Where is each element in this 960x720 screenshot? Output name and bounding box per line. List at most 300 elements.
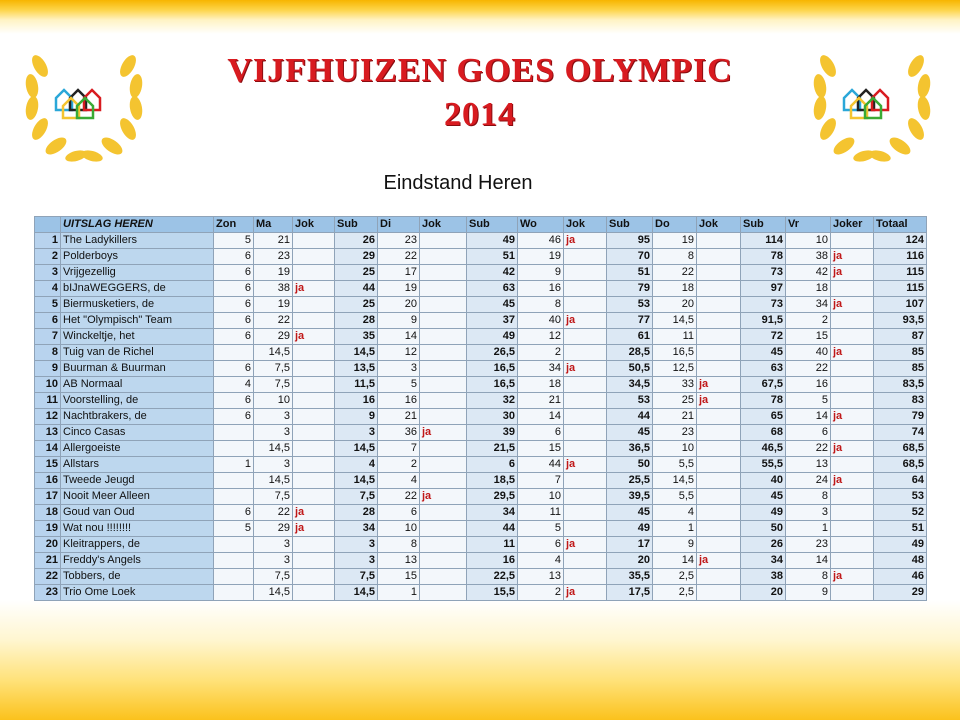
- score-cell: 19: [254, 265, 293, 281]
- joker-cell: [564, 473, 607, 489]
- joker-cell: [293, 265, 335, 281]
- subtotal-cell: 42: [467, 265, 518, 281]
- total-cell: 49: [874, 537, 927, 553]
- score-cell: 24: [786, 473, 831, 489]
- column-header: Zon: [214, 217, 254, 233]
- team-name-cell: Trio Ome Loek: [61, 585, 214, 601]
- column-header: Jok: [564, 217, 607, 233]
- total-cell: 115: [874, 265, 927, 281]
- subtotal-cell: 37: [467, 313, 518, 329]
- score-cell: [214, 489, 254, 505]
- joker-cell: [564, 521, 607, 537]
- joker-cell: [831, 505, 874, 521]
- score-cell: 1: [786, 521, 831, 537]
- rank-cell: 2: [35, 249, 61, 265]
- rank-cell: 1: [35, 233, 61, 249]
- subtotal-cell: 11,5: [335, 377, 378, 393]
- team-name-cell: Het "Olympisch" Team: [61, 313, 214, 329]
- score-cell: 22: [254, 505, 293, 521]
- joker-cell: [831, 233, 874, 249]
- subtotal-cell: 45: [607, 425, 653, 441]
- score-cell: 4: [378, 473, 420, 489]
- score-cell: 4: [214, 377, 254, 393]
- rank-cell: 3: [35, 265, 61, 281]
- score-cell: 10: [653, 441, 697, 457]
- team-name-cell: Allstars: [61, 457, 214, 473]
- joker-cell: [420, 521, 467, 537]
- total-cell: 52: [874, 505, 927, 521]
- team-name-cell: Biermusketiers, de: [61, 297, 214, 313]
- subtotal-cell: 30: [467, 409, 518, 425]
- joker-cell: [420, 361, 467, 377]
- rank-cell: 22: [35, 569, 61, 585]
- subtotal-cell: 35,5: [607, 569, 653, 585]
- joker-cell: [697, 441, 741, 457]
- joker-cell: [564, 281, 607, 297]
- team-name-cell: Nachtbrakers, de: [61, 409, 214, 425]
- score-cell: 7: [378, 441, 420, 457]
- joker-cell: [293, 457, 335, 473]
- team-name-cell: Tobbers, de: [61, 569, 214, 585]
- score-cell: 12: [378, 345, 420, 361]
- joker-cell: ja: [564, 313, 607, 329]
- joker-cell: [697, 233, 741, 249]
- score-cell: 10: [254, 393, 293, 409]
- score-cell: 6: [378, 505, 420, 521]
- score-cell: 2,5: [653, 569, 697, 585]
- subtotal-cell: 39,5: [607, 489, 653, 505]
- joker-cell: ja: [293, 521, 335, 537]
- subtotal-cell: 95: [607, 233, 653, 249]
- column-header: Sub: [335, 217, 378, 233]
- rank-cell: 11: [35, 393, 61, 409]
- joker-cell: ja: [564, 585, 607, 601]
- score-cell: 46: [518, 233, 564, 249]
- joker-cell: [697, 361, 741, 377]
- joker-cell: ja: [420, 425, 467, 441]
- score-cell: 14: [653, 553, 697, 569]
- subtotal-cell: 40: [741, 473, 786, 489]
- score-cell: 6: [214, 313, 254, 329]
- team-name-cell: Tweede Jeugd: [61, 473, 214, 489]
- score-cell: 3: [254, 425, 293, 441]
- score-cell: 7,5: [254, 361, 293, 377]
- total-cell: 85: [874, 345, 927, 361]
- joker-cell: [293, 569, 335, 585]
- score-cell: 12,5: [653, 361, 697, 377]
- joker-cell: [564, 409, 607, 425]
- score-cell: 5,5: [653, 489, 697, 505]
- score-cell: 13: [518, 569, 564, 585]
- score-cell: 7,5: [254, 489, 293, 505]
- rank-cell: 17: [35, 489, 61, 505]
- column-header: Jok: [697, 217, 741, 233]
- page-subtitle: Eindstand Heren: [383, 172, 533, 194]
- joker-cell: ja: [831, 441, 874, 457]
- score-cell: 6: [214, 361, 254, 377]
- total-cell: 93,5: [874, 313, 927, 329]
- table-row: [35, 425, 927, 441]
- subtotal-cell: 55,5: [741, 457, 786, 473]
- joker-cell: ja: [293, 505, 335, 521]
- score-cell: 3: [254, 457, 293, 473]
- total-cell: 83,5: [874, 377, 927, 393]
- score-cell: 3: [786, 505, 831, 521]
- joker-cell: [697, 345, 741, 361]
- subtotal-cell: 63: [741, 361, 786, 377]
- table-row: [35, 329, 927, 345]
- score-cell: 6: [214, 249, 254, 265]
- score-cell: 12: [518, 329, 564, 345]
- subtotal-cell: 34: [335, 521, 378, 537]
- column-header: Sub: [607, 217, 653, 233]
- score-cell: 38: [254, 281, 293, 297]
- joker-cell: [420, 569, 467, 585]
- joker-cell: [564, 345, 607, 361]
- subtotal-cell: 45: [467, 297, 518, 313]
- subtotal-cell: 3: [335, 425, 378, 441]
- subtotal-cell: 26,5: [467, 345, 518, 361]
- team-name-cell: Freddy's Angels: [61, 553, 214, 569]
- column-header: Totaal: [874, 217, 927, 233]
- column-header: Ma: [254, 217, 293, 233]
- joker-cell: [697, 297, 741, 313]
- subtotal-cell: 50,5: [607, 361, 653, 377]
- joker-cell: [420, 297, 467, 313]
- subtotal-cell: 45: [741, 489, 786, 505]
- total-cell: 29: [874, 585, 927, 601]
- subtotal-cell: 97: [741, 281, 786, 297]
- joker-cell: [293, 473, 335, 489]
- score-cell: 5: [214, 233, 254, 249]
- joker-cell: [831, 313, 874, 329]
- score-cell: 5: [214, 521, 254, 537]
- team-name-cell: Buurman & Buurman: [61, 361, 214, 377]
- score-cell: 23: [786, 537, 831, 553]
- joker-cell: [697, 473, 741, 489]
- subtotal-cell: 32: [467, 393, 518, 409]
- score-cell: 9: [653, 537, 697, 553]
- subtotal-cell: 53: [607, 297, 653, 313]
- score-cell: 22: [653, 265, 697, 281]
- joker-cell: [564, 297, 607, 313]
- table-row: [35, 441, 927, 457]
- subtotal-cell: 45: [741, 345, 786, 361]
- team-name-cell: Wat nou !!!!!!!!: [61, 521, 214, 537]
- total-cell: 68,5: [874, 457, 927, 473]
- score-cell: 6: [214, 281, 254, 297]
- joker-cell: ja: [831, 409, 874, 425]
- score-cell: [214, 441, 254, 457]
- score-cell: [214, 425, 254, 441]
- score-cell: 16: [786, 377, 831, 393]
- score-cell: 1: [378, 585, 420, 601]
- subtotal-cell: 14,5: [335, 473, 378, 489]
- team-name-cell: Winckeltje, het: [61, 329, 214, 345]
- joker-cell: [293, 537, 335, 553]
- joker-cell: [831, 521, 874, 537]
- total-cell: 46: [874, 569, 927, 585]
- score-cell: 21: [653, 409, 697, 425]
- score-cell: 19: [653, 233, 697, 249]
- score-cell: 18: [518, 377, 564, 393]
- joker-cell: [293, 409, 335, 425]
- team-name-cell: AB Normaal: [61, 377, 214, 393]
- subtotal-cell: 20: [607, 553, 653, 569]
- subtotal-cell: 16,5: [467, 361, 518, 377]
- subtotal-cell: 7,5: [335, 569, 378, 585]
- score-cell: 22: [378, 249, 420, 265]
- joker-cell: [420, 233, 467, 249]
- page-title-year: 2014: [444, 96, 516, 133]
- joker-cell: ja: [564, 233, 607, 249]
- score-cell: 22: [786, 361, 831, 377]
- joker-cell: [420, 281, 467, 297]
- subtotal-cell: 14,5: [335, 345, 378, 361]
- subtotal-cell: 14,5: [335, 585, 378, 601]
- total-cell: 107: [874, 297, 927, 313]
- joker-cell: [293, 377, 335, 393]
- joker-cell: [420, 329, 467, 345]
- subtotal-cell: 65: [741, 409, 786, 425]
- score-cell: 6: [214, 393, 254, 409]
- joker-cell: [564, 425, 607, 441]
- score-cell: 6: [214, 297, 254, 313]
- score-cell: 2: [378, 457, 420, 473]
- total-cell: 74: [874, 425, 927, 441]
- table-row: [35, 249, 927, 265]
- table-row: [35, 537, 927, 553]
- joker-cell: [697, 585, 741, 601]
- team-name-cell: Voorstelling, de: [61, 393, 214, 409]
- joker-cell: ja: [564, 537, 607, 553]
- joker-cell: [420, 377, 467, 393]
- subtotal-cell: 28,5: [607, 345, 653, 361]
- score-cell: 40: [518, 313, 564, 329]
- subtotal-cell: 35: [335, 329, 378, 345]
- score-cell: 14: [518, 409, 564, 425]
- subtotal-cell: 9: [335, 409, 378, 425]
- joker-cell: [831, 457, 874, 473]
- subtotal-cell: 46,5: [741, 441, 786, 457]
- subtotal-cell: 3: [335, 553, 378, 569]
- subtotal-cell: 70: [607, 249, 653, 265]
- score-cell: 2,5: [653, 585, 697, 601]
- rank-cell: 13: [35, 425, 61, 441]
- score-cell: [214, 473, 254, 489]
- subtotal-cell: 72: [741, 329, 786, 345]
- score-cell: 2: [786, 313, 831, 329]
- rank-cell: 9: [35, 361, 61, 377]
- column-header: Joker: [831, 217, 874, 233]
- joker-cell: [420, 585, 467, 601]
- subtotal-cell: 28: [335, 313, 378, 329]
- table-row: [35, 457, 927, 473]
- joker-cell: [697, 265, 741, 281]
- column-header: Sub: [741, 217, 786, 233]
- table-row: [35, 409, 927, 425]
- subtotal-cell: 78: [741, 393, 786, 409]
- subtotal-cell: 77: [607, 313, 653, 329]
- joker-cell: [293, 361, 335, 377]
- subtotal-cell: 14,5: [335, 441, 378, 457]
- joker-cell: [420, 393, 467, 409]
- subtotal-cell: 63: [467, 281, 518, 297]
- joker-cell: ja: [697, 377, 741, 393]
- joker-cell: [293, 425, 335, 441]
- joker-cell: [831, 553, 874, 569]
- joker-cell: [564, 393, 607, 409]
- joker-cell: [564, 441, 607, 457]
- joker-cell: [831, 377, 874, 393]
- joker-cell: [293, 585, 335, 601]
- joker-cell: [697, 313, 741, 329]
- team-name-cell: Nooit Meer Alleen: [61, 489, 214, 505]
- total-cell: 53: [874, 489, 927, 505]
- rank-cell: 8: [35, 345, 61, 361]
- table-row: [35, 569, 927, 585]
- column-header: Do: [653, 217, 697, 233]
- score-cell: 34: [786, 297, 831, 313]
- score-cell: 8: [653, 249, 697, 265]
- joker-cell: [564, 377, 607, 393]
- score-cell: 8: [786, 489, 831, 505]
- joker-cell: [293, 345, 335, 361]
- joker-cell: [420, 441, 467, 457]
- score-cell: 6: [214, 329, 254, 345]
- joker-cell: [697, 537, 741, 553]
- joker-cell: ja: [831, 569, 874, 585]
- subtotal-cell: 16,5: [467, 377, 518, 393]
- column-header: Wo: [518, 217, 564, 233]
- score-cell: 14: [786, 553, 831, 569]
- joker-cell: [293, 297, 335, 313]
- score-cell: 5,5: [653, 457, 697, 473]
- rank-cell: 18: [35, 505, 61, 521]
- subtotal-cell: 21,5: [467, 441, 518, 457]
- total-cell: 79: [874, 409, 927, 425]
- subtotal-cell: 51: [607, 265, 653, 281]
- score-cell: 6: [214, 505, 254, 521]
- joker-cell: [293, 249, 335, 265]
- joker-cell: ja: [293, 329, 335, 345]
- score-cell: 14: [378, 329, 420, 345]
- joker-cell: ja: [831, 345, 874, 361]
- score-cell: 17: [378, 265, 420, 281]
- table-row: [35, 521, 927, 537]
- total-cell: 116: [874, 249, 927, 265]
- table-header-row: [35, 217, 927, 233]
- subtotal-cell: 38: [741, 569, 786, 585]
- subtotal-cell: 91,5: [741, 313, 786, 329]
- score-cell: 3: [254, 409, 293, 425]
- score-cell: 20: [653, 297, 697, 313]
- total-cell: 115: [874, 281, 927, 297]
- rank-cell: 10: [35, 377, 61, 393]
- rank-cell: 7: [35, 329, 61, 345]
- subtotal-cell: 34: [741, 553, 786, 569]
- joker-cell: ja: [831, 265, 874, 281]
- subtotal-cell: 51: [467, 249, 518, 265]
- team-name-cell: bIJnaWEGGERS, de: [61, 281, 214, 297]
- score-cell: 5: [378, 377, 420, 393]
- subtotal-cell: 17,5: [607, 585, 653, 601]
- joker-cell: [697, 249, 741, 265]
- team-name-cell: The Ladykillers: [61, 233, 214, 249]
- column-header: Jok: [420, 217, 467, 233]
- joker-cell: [831, 585, 874, 601]
- team-name-cell: Vrijgezellig: [61, 265, 214, 281]
- score-cell: 5: [786, 393, 831, 409]
- rank-cell: 21: [35, 553, 61, 569]
- joker-cell: [697, 329, 741, 345]
- joker-cell: ja: [697, 393, 741, 409]
- team-name-cell: Goud van Oud: [61, 505, 214, 521]
- score-cell: 10: [518, 489, 564, 505]
- score-cell: 1: [653, 521, 697, 537]
- subtotal-cell: 25,5: [607, 473, 653, 489]
- rank-cell: 23: [35, 585, 61, 601]
- subtotal-cell: 17: [607, 537, 653, 553]
- score-cell: 15: [518, 441, 564, 457]
- joker-cell: [420, 409, 467, 425]
- column-header: [35, 217, 61, 233]
- joker-cell: [697, 281, 741, 297]
- rank-cell: 19: [35, 521, 61, 537]
- score-cell: 20: [378, 297, 420, 313]
- joker-cell: ja: [697, 553, 741, 569]
- subtotal-cell: 26: [335, 233, 378, 249]
- score-cell: 14,5: [653, 473, 697, 489]
- joker-cell: ja: [564, 361, 607, 377]
- subtotal-cell: 7,5: [335, 489, 378, 505]
- subtotal-cell: 50: [607, 457, 653, 473]
- score-cell: 19: [518, 249, 564, 265]
- subtotal-cell: 6: [467, 457, 518, 473]
- score-cell: 29: [254, 329, 293, 345]
- score-cell: [214, 537, 254, 553]
- score-cell: [214, 569, 254, 585]
- subtotal-cell: 15,5: [467, 585, 518, 601]
- score-cell: 25: [653, 393, 697, 409]
- subtotal-cell: 114: [741, 233, 786, 249]
- joker-cell: [420, 457, 467, 473]
- score-cell: 21: [518, 393, 564, 409]
- score-cell: 19: [254, 297, 293, 313]
- page-title: VIJFHUIZEN GOES OLYMPIC: [227, 52, 733, 89]
- subtotal-cell: 49: [741, 505, 786, 521]
- column-header-team: UITSLAG HEREN: [61, 217, 214, 233]
- score-cell: 7,5: [254, 377, 293, 393]
- subtotal-cell: 79: [607, 281, 653, 297]
- score-cell: 8: [378, 537, 420, 553]
- column-header: Sub: [467, 217, 518, 233]
- score-cell: 14,5: [254, 473, 293, 489]
- score-cell: 11: [518, 505, 564, 521]
- joker-cell: [831, 329, 874, 345]
- score-cell: 14,5: [653, 313, 697, 329]
- subtotal-cell: 73: [741, 297, 786, 313]
- score-cell: 18: [653, 281, 697, 297]
- rank-cell: 20: [35, 537, 61, 553]
- subtotal-cell: 50: [741, 521, 786, 537]
- subtotal-cell: 44: [467, 521, 518, 537]
- rank-cell: 5: [35, 297, 61, 313]
- table-row: [35, 505, 927, 521]
- joker-cell: [293, 553, 335, 569]
- score-cell: 21: [254, 233, 293, 249]
- score-cell: 9: [518, 265, 564, 281]
